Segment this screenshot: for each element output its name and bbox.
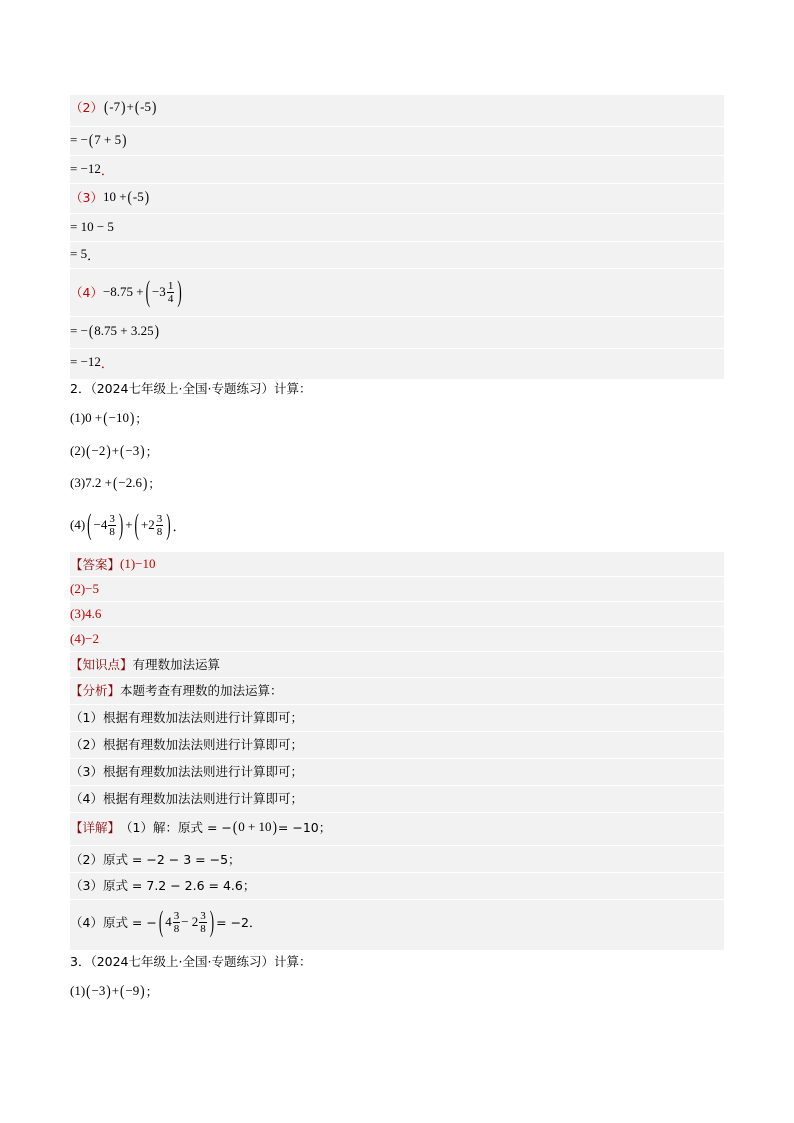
detail-text: （1）解：原式 = − bbox=[120, 820, 232, 835]
denominator: 8 bbox=[109, 525, 115, 538]
operand: −9 bbox=[125, 983, 140, 998]
operand: −10 bbox=[108, 410, 129, 425]
operand: −8.75 + bbox=[102, 284, 144, 299]
question-2-title bbox=[70, 375, 311, 401]
row-divider bbox=[70, 268, 724, 269]
solution-step: = − ( 7 + 5 ) bbox=[70, 130, 127, 149]
part-label: (4) bbox=[70, 517, 86, 532]
operand: −2.6 bbox=[118, 475, 142, 490]
detail-text: = −2． bbox=[216, 915, 262, 930]
mixed-number-whole: −4 bbox=[93, 517, 108, 532]
detail-line-3 bbox=[70, 872, 255, 898]
analysis-heading bbox=[70, 677, 283, 703]
row-divider bbox=[70, 316, 724, 317]
solution-step bbox=[70, 214, 114, 240]
analysis-item-text: （4）根据有理数加法法则进行计算即可； bbox=[70, 791, 303, 806]
operand: −3 bbox=[91, 983, 106, 998]
operand: -5 bbox=[140, 99, 152, 114]
step-text: = 10 − 5 bbox=[70, 219, 114, 234]
operand: -5 bbox=[132, 189, 144, 204]
knowledge-tag: 【知识点】 bbox=[70, 657, 133, 672]
denominator: 8 bbox=[200, 922, 206, 935]
part-label: (1) bbox=[70, 410, 86, 425]
math-expression: −8.75 + ( −3 $\frac{1}{4}$ ) bbox=[102, 273, 182, 309]
analysis-item bbox=[70, 704, 303, 730]
solution-shade-top bbox=[70, 95, 724, 379]
question-2-part-3: (3) 7.2 + ( −2.6 ) ； bbox=[70, 473, 161, 492]
operand: −3 bbox=[125, 443, 140, 458]
knowledge-text: 有理数加法运算 bbox=[132, 657, 221, 672]
answer-value: (2)−5 bbox=[70, 581, 99, 596]
analysis-item-text: （1）根据有理数加法法则进行计算即可； bbox=[70, 710, 303, 725]
detail-line-1: 【详解】 （1）解：原式 = − (0 + 10) = −10； bbox=[70, 817, 332, 836]
question-title: 3．（2024七年级上·全国·专题练习）计算： bbox=[70, 954, 312, 969]
question-3-part-1: (1) ( −3 ) + ( −9 ) ； bbox=[70, 981, 159, 1000]
item-label: （3） bbox=[70, 190, 103, 205]
step-prefix: = − bbox=[70, 323, 88, 338]
item-label: （2） bbox=[70, 100, 103, 115]
detail-line-2 bbox=[70, 846, 241, 872]
solution-line-2 bbox=[70, 94, 157, 120]
detail-text: − 2 bbox=[181, 914, 199, 929]
operand: -7 bbox=[109, 99, 121, 114]
question-2-part-2: (2) ( −2 ) + ( −3 ) ； bbox=[70, 441, 159, 460]
analysis-item-text: （2）根据有理数加法法则进行计算即可； bbox=[70, 737, 303, 752]
operand: 7.2 + bbox=[85, 475, 113, 490]
detail-text: = −10； bbox=[277, 820, 332, 835]
question-title: 2．（2024七年级上·全国·专题练习）计算： bbox=[70, 381, 312, 396]
solution-result: = −12 ． bbox=[70, 354, 114, 371]
denominator: 8 bbox=[173, 922, 180, 935]
operand: 10 + bbox=[102, 189, 127, 204]
analysis-item-text: （3）根据有理数加法法则进行计算即可； bbox=[70, 764, 303, 779]
step-inner: 7 + 5 bbox=[94, 132, 122, 147]
analysis-item bbox=[70, 758, 303, 784]
detail-text: （3）原式 = 7.2 − 2.6 = 4.6； bbox=[70, 878, 256, 893]
knowledge-point bbox=[70, 651, 220, 677]
fraction bbox=[108, 513, 116, 538]
punct: ； bbox=[148, 476, 161, 491]
row-divider bbox=[70, 183, 724, 184]
part-label: (2) bbox=[70, 443, 86, 458]
answer-line-2 bbox=[70, 576, 99, 602]
analysis-item bbox=[70, 785, 303, 811]
result-value: = −12 bbox=[70, 354, 101, 369]
analysis-text: 本题考查有理数的加法运算： bbox=[120, 683, 283, 698]
mixed-number-whole: +2 bbox=[140, 517, 155, 532]
row-divider bbox=[70, 812, 724, 813]
step-inner: 8.75 + 3.25 bbox=[94, 323, 154, 338]
question-2-part-1: (1) 0 + ( −10 ) ； bbox=[70, 408, 148, 427]
fraction bbox=[156, 513, 164, 538]
answer-tag: 【答案】 bbox=[70, 557, 121, 572]
detail-line-4: （4）原式 = − ( 4 $\frac{3}{8}$ − 2 $\frac{3}{8}$ ) = −2． bbox=[70, 903, 262, 939]
punct: ． bbox=[172, 518, 186, 534]
detail-text: （4）原式 = − bbox=[70, 915, 157, 930]
row-divider bbox=[70, 601, 724, 602]
detail-tag: 【详解】 bbox=[70, 820, 121, 835]
numerator: 1 bbox=[167, 279, 174, 292]
analysis-item bbox=[70, 731, 303, 757]
step-prefix: = − bbox=[70, 132, 88, 147]
row-divider bbox=[70, 126, 724, 127]
item-label: （4） bbox=[70, 285, 103, 300]
operand: −2 bbox=[91, 443, 106, 458]
mixed-number-whole: −3 bbox=[151, 284, 166, 299]
answer-value: (4)−2 bbox=[70, 631, 99, 646]
row-divider bbox=[70, 348, 724, 349]
row-divider bbox=[70, 213, 724, 214]
answer-line-1 bbox=[70, 551, 156, 577]
numerator: 3 bbox=[200, 909, 206, 922]
answer-value: (3)4.6 bbox=[70, 606, 102, 621]
analysis-tag: 【分析】 bbox=[70, 683, 121, 698]
fraction bbox=[199, 910, 207, 935]
math-expression: (-7)+(-5) bbox=[103, 97, 157, 116]
denominator: 8 bbox=[156, 525, 163, 538]
part-label: (1) bbox=[70, 983, 86, 998]
math-expression: 10 +(-5) bbox=[102, 187, 150, 206]
row-divider bbox=[70, 576, 724, 577]
answer-value: (1)−10 bbox=[120, 556, 156, 571]
answer-line-3 bbox=[70, 601, 101, 627]
numerator: 3 bbox=[109, 512, 115, 525]
solution-result: = −12 ． bbox=[70, 161, 114, 178]
punct: ； bbox=[145, 984, 159, 999]
fraction bbox=[173, 910, 181, 935]
fraction bbox=[167, 280, 175, 305]
solution-result: = 5 ． bbox=[70, 246, 101, 263]
row-divider bbox=[70, 155, 724, 156]
answer-line-4 bbox=[70, 626, 99, 652]
numerator: 3 bbox=[173, 909, 180, 922]
punct: ； bbox=[135, 411, 148, 426]
question-2-part-4: (4) ( −4 $\frac{3}{8}$ ) + ( +2 $\frac{3}{8}$ ) ． bbox=[70, 506, 186, 542]
solution-step: = − ( 8.75 + 3.25 ) bbox=[70, 321, 159, 340]
result-value: = −12 bbox=[70, 161, 101, 176]
row-divider bbox=[70, 241, 724, 242]
detail-inner: 0 + 10 bbox=[238, 819, 272, 834]
solution-line-3 bbox=[70, 184, 150, 210]
punct: ； bbox=[145, 444, 159, 459]
result-value: = 5 bbox=[70, 246, 88, 261]
row-divider bbox=[70, 626, 724, 627]
part-label: (3) bbox=[70, 475, 86, 490]
operand: 0 + bbox=[85, 410, 103, 425]
numerator: 3 bbox=[156, 512, 163, 525]
mixed-number-whole: 4 bbox=[165, 914, 172, 929]
detail-text: （2）原式 = −2 − 3 = −5； bbox=[70, 852, 241, 867]
denominator: 4 bbox=[167, 292, 174, 305]
question-3-title bbox=[70, 948, 311, 974]
solution-line-4 bbox=[70, 270, 184, 314]
